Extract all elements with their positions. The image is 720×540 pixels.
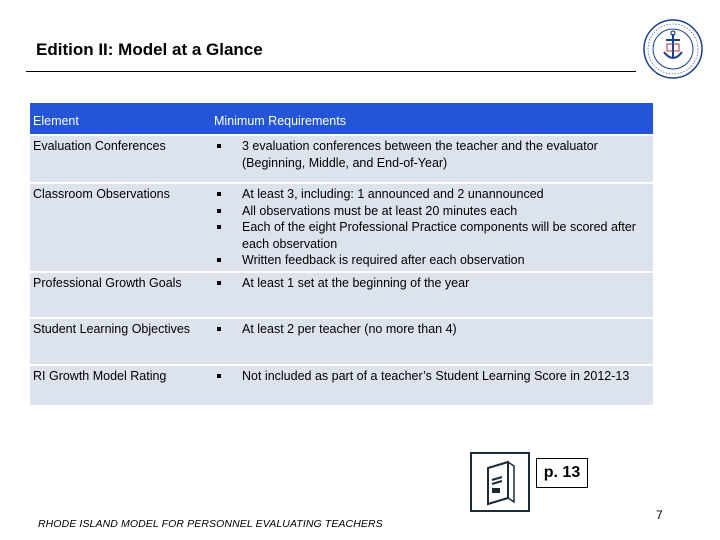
requirement-item: At least 2 per teacher (no more than 4) [214, 321, 650, 338]
element-cell: Evaluation Conferences [30, 135, 211, 183]
title-divider [26, 71, 636, 72]
element-cell: Professional Growth Goals [30, 272, 211, 318]
element-cell: RI Growth Model Rating [30, 365, 211, 406]
requirements-table [30, 103, 653, 407]
element-cell: Student Learning Objectives [30, 318, 211, 365]
table-row [30, 135, 653, 183]
table-row [30, 272, 653, 318]
requirement-item: 3 evaluation conferences between the teacher and the evaluator (Beginning, Middle, and End-of-Year) [214, 138, 650, 171]
element-cell: Classroom Observations [30, 183, 211, 272]
requirement-item: Written feedback is required after each observation [214, 252, 650, 269]
column-header-element: Element [30, 103, 211, 135]
requirement-item: At least 3, including: 1 announced and 2 unannounced [214, 186, 650, 203]
guidebook-icon [470, 452, 530, 512]
requirements-cell [211, 183, 653, 272]
column-header-requirements: Minimum Requirements [211, 103, 653, 135]
requirement-item: At least 1 set at the beginning of the year [214, 275, 650, 292]
requirement-item: Each of the eight Professional Practice components will be scored after each observation [214, 219, 650, 252]
requirement-item: All observations must be at least 20 minutes each [214, 203, 650, 220]
requirement-item: Not included as part of a teacher’s Student Learning Score in 2012-13 [214, 368, 650, 385]
requirements-cell [211, 365, 653, 406]
page-number: 7 [656, 508, 663, 522]
table-row [30, 318, 653, 365]
requirements-cell [211, 318, 653, 365]
page-reference: p. 13 [536, 458, 588, 488]
requirements-cell [211, 135, 653, 183]
table-header-row [30, 103, 653, 135]
footer-text: RHODE ISLAND MODEL FOR PERSONNEL EVALUATING TEACHERS [38, 518, 383, 530]
table-row [30, 183, 653, 272]
table-row [30, 365, 653, 406]
state-seal-icon [642, 18, 704, 80]
requirements-cell [211, 272, 653, 318]
slide-title: Edition II: Model at a Glance [36, 40, 263, 59]
